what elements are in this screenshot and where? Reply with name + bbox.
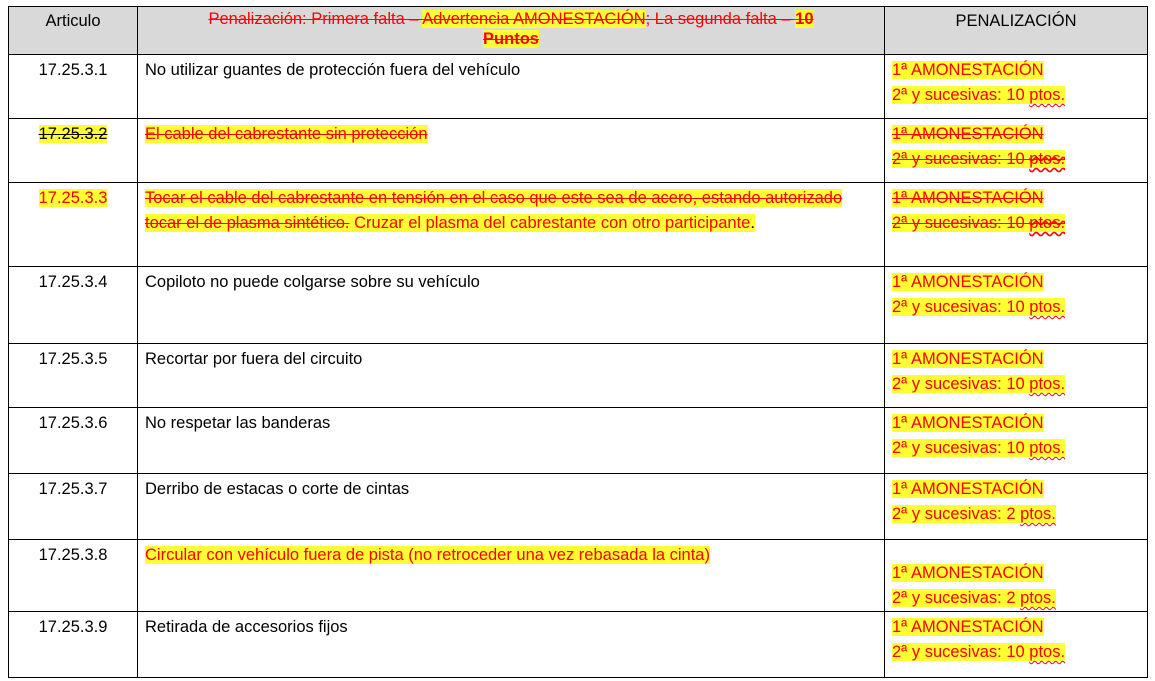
penalty-second: 2ª y sucesivas: 2 ptos. [892, 505, 1056, 523]
table-row [9, 344, 1148, 408]
article-cell: 17.25.3.3 [9, 183, 138, 267]
header-desc-part4: 10 [795, 10, 814, 28]
table-row [9, 612, 1148, 678]
penalty-cell [885, 119, 1148, 183]
description-added: Cruzar el plasma del cabrestante con otro participante [349, 214, 751, 232]
penalty-table [8, 6, 1148, 678]
header-article: Articulo [9, 7, 138, 55]
header-penalty: PENALIZACIÓN [885, 7, 1148, 55]
penalty-second: 2ª y sucesivas: 10 ptos. [892, 643, 1066, 661]
penalty-second: 2ª y sucesivas: 2 ptos. [892, 589, 1056, 607]
penalty-second: 2ª y sucesivas: 10 ptos. [892, 150, 1066, 168]
header-description [138, 7, 885, 55]
table-row [9, 540, 1148, 612]
article-cell: 17.25.3.1 [9, 55, 138, 119]
description-cell: Derribo de estacas o corte de cintas [138, 474, 885, 540]
penalty-cell [885, 474, 1148, 540]
article-cell: 17.25.3.8 [9, 540, 138, 612]
header-row [9, 7, 1148, 55]
description-cell: Recortar por fuera del circuito [138, 344, 885, 408]
table-row [9, 408, 1148, 474]
description-cell: Copiloto no puede colgarse sobre su vehículo [138, 267, 885, 344]
penalty-cell [885, 612, 1148, 678]
table-row [9, 183, 1148, 267]
penalty-cell [885, 267, 1148, 344]
penalty-first: 1ª AMONESTACIÓN [892, 480, 1044, 498]
table-row [9, 119, 1148, 183]
article-cell: 17.25.3.7 [9, 474, 138, 540]
penalty-first: 1ª AMONESTACIÓN [892, 189, 1044, 207]
penalty-cell [885, 344, 1148, 408]
penalty-cell [885, 540, 1148, 612]
penalty-cell [885, 183, 1148, 267]
description-cell: No utilizar guantes de protección fuera del vehículo [138, 55, 885, 119]
penalty-first: 1ª AMONESTACIÓN [892, 618, 1044, 636]
table-row [9, 474, 1148, 540]
penalty-first: 1ª AMONESTACIÓN [892, 273, 1044, 291]
penalty-cell [885, 408, 1148, 474]
header-desc-part3: ; La segunda falta – [645, 10, 796, 28]
penalty-first: 1ª AMONESTACIÓN [892, 564, 1044, 582]
penalty-cell [885, 55, 1148, 119]
description-cell: Circular con vehículo fuera de pista (no retroceder una vez rebasada la cinta) [138, 540, 885, 612]
article-cell: 17.25.3.9 [9, 612, 138, 678]
penalty-second: 2ª y sucesivas: 10 ptos. [892, 214, 1066, 232]
article-cell: 17.25.3.4 [9, 267, 138, 344]
penalty-second: 2ª y sucesivas: 10 ptos. [892, 86, 1066, 104]
penalty-first: 1ª AMONESTACIÓN [892, 350, 1044, 368]
table-row [9, 267, 1148, 344]
penalty-first: 1ª AMONESTACIÓN [892, 414, 1044, 432]
description-struck: Tocar el cable del cabrestante en tensión en el caso que este sea de acero, estando autorizado tocar el de plasma sintético. [145, 189, 843, 232]
header-desc-part1: Penalización: Primera falta – [208, 10, 423, 28]
penalty-second: 2ª y sucesivas: 10 ptos. [892, 439, 1066, 457]
article-cell: 17.25.3.2 [9, 119, 138, 183]
article-cell: 17.25.3.5 [9, 344, 138, 408]
penalty-second: 2ª y sucesivas: 10 ptos. [892, 298, 1066, 316]
header-desc-part2: Advertencia AMONESTACIÓN [422, 10, 646, 28]
description-cell: Retirada de accesorios fijos [138, 612, 885, 678]
table-row [9, 55, 1148, 119]
description-cell: No respetar las banderas [138, 408, 885, 474]
header-desc-part5: Puntos [483, 30, 539, 48]
penalty-first: 1ª AMONESTACIÓN [892, 61, 1044, 79]
article-cell: 17.25.3.6 [9, 408, 138, 474]
penalty-second: 2ª y sucesivas: 10 ptos. [892, 375, 1066, 393]
description-cell: El cable del cabrestante sin protección [138, 119, 885, 183]
penalty-first: 1ª AMONESTACIÓN [892, 125, 1044, 143]
description-cell: Tocar el cable del cabrestante en tensión en el caso que este sea de acero, estando autorizado tocar el de plasma sintético. Cruzar el plasma del cabrestante con otro participante. [138, 183, 885, 267]
